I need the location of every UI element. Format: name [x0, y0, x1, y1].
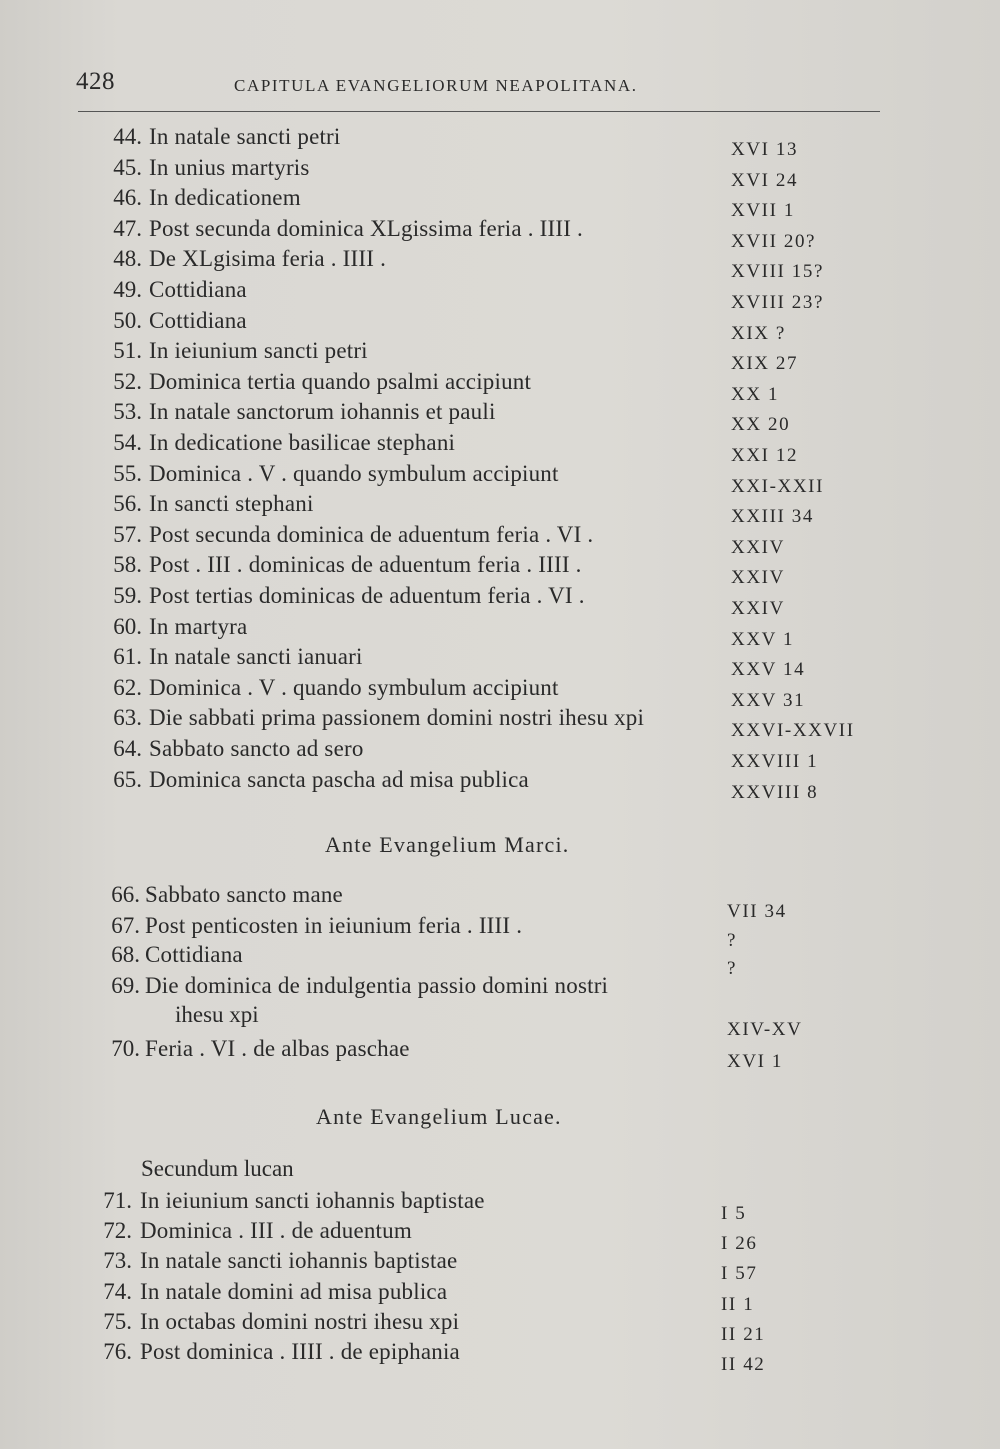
list-item: [0, 215, 1000, 252]
list-item: [0, 1218, 1000, 1255]
chapter-verse-reference: XXV 14: [731, 659, 806, 681]
entry-number: 54.: [113, 430, 142, 455]
entry-title: Post . III . dominicas de aduentum feria . IIII .: [149, 552, 582, 578]
entry-number: 47.: [113, 215, 142, 241]
section-heading-lucas: Ante Evangelium Lucae.: [316, 1104, 562, 1129]
entry-number: 68.: [111, 942, 140, 967]
list-item: [0, 124, 1000, 160]
entry-title: Post tertias dominicas de aduentum feria . VI .: [149, 583, 585, 608]
chapter-verse-reference: XXVI-XXVII: [731, 720, 855, 742]
chapter-verse-reference: XXIV: [731, 598, 785, 619]
entry-number: 74.: [103, 1278, 132, 1304]
entry-number: 48.: [113, 246, 142, 272]
list-item: [0, 644, 1000, 681]
entry-number: 72.: [103, 1218, 132, 1244]
entry-number: 55.: [113, 460, 142, 486]
entry-number: 52.: [113, 368, 142, 394]
chapter-verse-reference: XXIV: [731, 567, 785, 589]
entry-title: Post dominica . IIII . de epiphania: [140, 1339, 460, 1364]
chapter-verse-reference: II 42: [721, 1354, 766, 1375]
list-item: [0, 882, 1000, 922]
list-item: [0, 766, 1000, 803]
list-item: [0, 399, 1000, 436]
entry-title: In dedicationem: [149, 185, 301, 211]
chapter-verse-reference: XXIII 34: [731, 506, 814, 528]
entry-title: Cottidiana: [145, 942, 243, 967]
entry-number: 51.: [113, 338, 142, 364]
entry-title: Post secunda dominica XLgissima feria . IIII .: [149, 215, 583, 241]
chapter-verse-reference: XIX 27: [731, 353, 799, 375]
entry-number: 70.: [111, 1036, 140, 1061]
entry-title: In sancti stephani: [149, 491, 314, 517]
section-subheading-lucas: Secundum lucan: [141, 1156, 294, 1181]
entry-title: Cottidiana: [149, 277, 247, 302]
list-item: [0, 368, 1000, 405]
chapter-verse-reference: ?: [727, 958, 738, 979]
entry-number: 69.: [111, 973, 140, 998]
chapter-verse-reference: XVI 13: [731, 139, 799, 160]
list-item: [0, 552, 1000, 589]
entry-number: 59.: [113, 583, 142, 608]
chapter-verse-reference: XVIII 23?: [731, 292, 825, 313]
list-item: [0, 913, 1000, 951]
list-item: [0, 674, 1000, 711]
entry-title: Die dominica de indulgentia passio domini nostri: [145, 973, 609, 998]
entry-number: 50.: [113, 307, 142, 333]
entry-title: In martyra: [149, 613, 248, 639]
entry-title: Sabbato sancto ad sero: [149, 736, 364, 761]
chapter-verse-reference: XXI-XXII: [731, 475, 824, 497]
entry-title: In ieiunium sancti petri: [149, 338, 368, 364]
entry-number: 61.: [113, 644, 142, 670]
entry-number: 65.: [113, 766, 142, 792]
entry-number: 66.: [111, 882, 140, 907]
entry-number: 62.: [113, 674, 142, 700]
list-item: [0, 338, 1000, 375]
chapter-verse-reference: XXI 12: [731, 445, 799, 466]
section-heading-marcus: Ante Evangelium Marci.: [325, 832, 570, 857]
entry-number: 58.: [113, 552, 142, 578]
entry-title: In natale sancti ianuari: [149, 644, 363, 670]
entry-title: De XLgisima feria . IIII .: [149, 246, 387, 272]
entry-number: 73.: [103, 1248, 132, 1274]
list-item: [0, 1036, 1000, 1072]
entry-title: In natale sancti petri: [149, 124, 341, 149]
entry-title: Dominica . V . quando symbulum accipiunt: [149, 674, 559, 700]
chapter-verse-reference: I 26: [721, 1233, 758, 1255]
list-item: [0, 246, 1000, 283]
chapter-verse-reference: XVI 1: [727, 1051, 784, 1072]
entry-number: 53.: [113, 399, 142, 425]
header-rule: [78, 111, 880, 112]
chapter-verse-reference: XVIII 15?: [731, 261, 825, 283]
entry-number: 46.: [113, 185, 142, 211]
entry-title: Dominica tertia quando psalmi accipiunt: [149, 368, 532, 394]
list-item: [0, 307, 1000, 344]
entry-number: 60.: [113, 613, 142, 639]
chapter-verse-reference: VII 34: [727, 901, 787, 922]
entry-title: Post secunda dominica de aduentum feria . VI .: [149, 521, 594, 547]
entry-title: In octabas domini nostri ihesu xpi: [140, 1308, 460, 1334]
chapter-verse-reference: XXIV: [731, 536, 785, 558]
chapter-verse-reference: XVII 1: [731, 200, 795, 222]
list-item: [0, 430, 1000, 466]
list-item: [0, 613, 1000, 650]
entry-title: In natale sanctorum iohannis et pauli: [149, 399, 496, 425]
entry-title: In natale domini ad misa publica: [140, 1278, 448, 1304]
list-item: [0, 521, 1000, 558]
list-item: [0, 736, 1000, 772]
entry-number: 56.: [113, 491, 142, 517]
chapter-verse-reference: XX 1: [731, 383, 780, 405]
list-item: [0, 154, 1000, 191]
chapter-verse-reference: I 5: [721, 1203, 747, 1224]
entry-number: 57.: [113, 521, 142, 547]
entry-title: Dominica . III . de aduentum: [140, 1218, 412, 1244]
entry-title: Cottidiana: [149, 307, 247, 333]
chapter-verse-reference: I 57: [721, 1263, 758, 1285]
entry-title: In natale sancti iohannis baptistae: [140, 1248, 458, 1274]
list-item: [0, 1188, 1000, 1224]
entry-number: 44.: [113, 124, 142, 149]
entry-number: 67.: [111, 913, 140, 938]
list-item: [0, 277, 1000, 313]
chapter-verse-reference: XX 20: [731, 414, 791, 436]
entry-title: Dominica . V . quando symbulum accipiunt: [149, 460, 559, 486]
list-item: [0, 491, 1000, 528]
page-header: [76, 68, 876, 108]
chapter-verse-reference: XXVIII 8: [731, 781, 819, 803]
list-item: [0, 583, 1000, 619]
chapter-verse-reference: II 21: [721, 1323, 766, 1345]
list-item: [0, 185, 1000, 222]
chapter-verse-reference: XXVIII 1: [731, 751, 819, 772]
entry-title: In ieiunium sancti iohannis baptistae: [140, 1188, 485, 1213]
list-item: [0, 1339, 1000, 1375]
list-item: [0, 705, 1000, 742]
list-item: [0, 1308, 1000, 1345]
entry-number: 49.: [113, 277, 142, 302]
entry-number: 75.: [103, 1308, 132, 1334]
entry-title: Dominica sancta pascha ad misa publica: [149, 766, 529, 792]
entry-number: 45.: [113, 154, 142, 180]
entry-title: Sabbato sancto mane: [145, 882, 343, 907]
entry-number: 64.: [113, 736, 142, 761]
chapter-verse-reference: XVII 20?: [731, 230, 817, 252]
page-number: 428: [76, 68, 115, 95]
entry-title: Die sabbati prima passionem domini nostri ihesu xpi: [149, 705, 645, 731]
list-item: [0, 1278, 1000, 1315]
entry-number: 76.: [103, 1339, 132, 1364]
entry-number: 63.: [113, 705, 142, 731]
entry-title-continuation: ihesu xpi: [175, 1002, 259, 1027]
entry-number: 71.: [103, 1188, 132, 1213]
chapter-verse-reference: XIV-XV: [727, 1019, 803, 1040]
chapter-verse-reference: XXV 31: [731, 689, 806, 711]
running-title: CAPITULA EVANGELIORUM NEAPOLITANA.: [234, 76, 638, 95]
chapter-verse-reference: ?: [727, 930, 738, 951]
list-item: [0, 460, 1000, 497]
chapter-verse-reference: XVI 24: [731, 169, 799, 191]
chapter-verse-reference: XIX ?: [731, 322, 786, 344]
entry-title: Post penticosten in ieiunium feria . IIII .: [145, 913, 523, 938]
list-item: [0, 973, 1000, 1040]
entry-title: Feria . VI . de albas paschae: [145, 1036, 410, 1061]
entry-title: In unius martyris: [149, 154, 310, 180]
entry-title: In dedicatione basilicae stephani: [149, 430, 456, 455]
chapter-verse-reference: II 1: [721, 1293, 755, 1315]
list-item: [0, 1248, 1000, 1285]
list-item: [0, 942, 1000, 979]
chapter-verse-reference: XXV 1: [731, 628, 795, 650]
